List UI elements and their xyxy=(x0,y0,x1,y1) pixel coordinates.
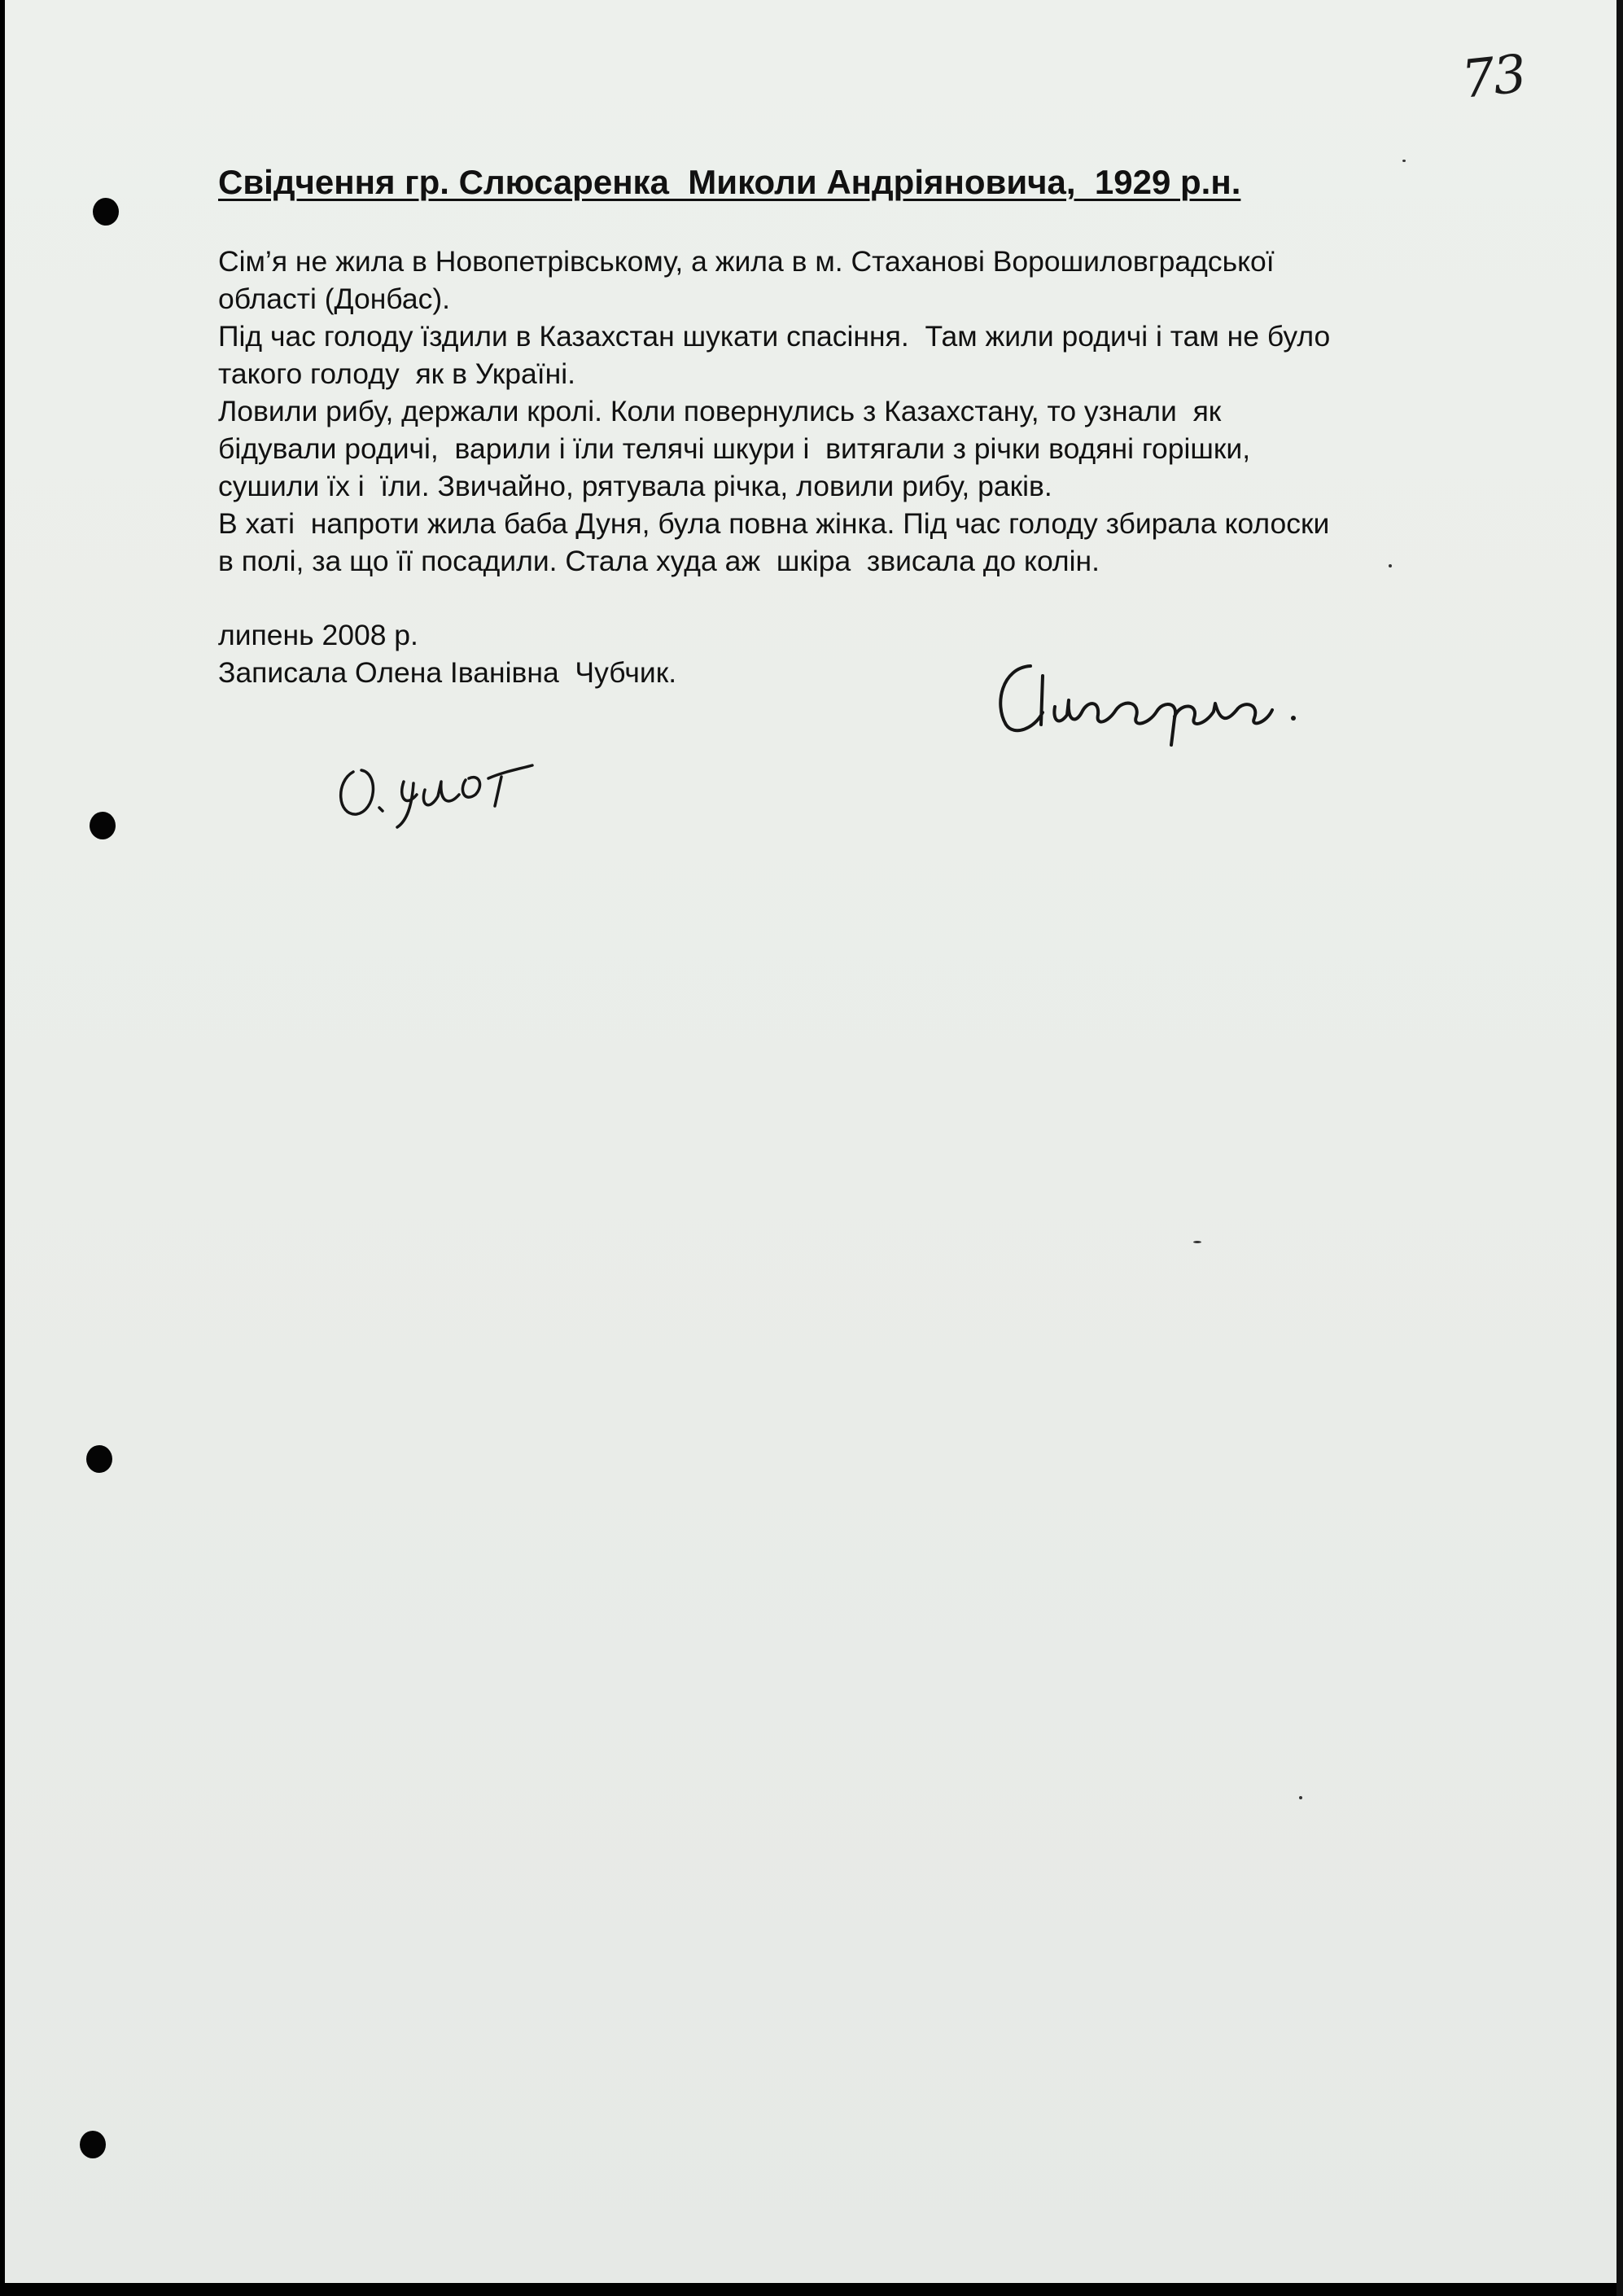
body-line: В хаті напроти жила баба Дуня, була повна жінка. Під час голоду збирала колоски xyxy=(218,507,1330,540)
body-line: в полі, за що її посадили. Стала худа аж шкіра звисала до колін. xyxy=(218,545,1100,577)
body-line: сушили їх і їли. Звичайно, рятувала річка, ловили рибу, раків. xyxy=(218,470,1052,502)
binder-hole xyxy=(86,1445,112,1473)
scan-edge xyxy=(1616,0,1623,2296)
recorder-signature xyxy=(329,749,549,830)
record-date: липень 2008 р. xyxy=(218,619,418,651)
interviewee-signature xyxy=(986,643,1360,749)
page-title: Свідчення гр. Слюсаренка Миколи Андріяновича, 1929 р.н. xyxy=(218,163,1241,201)
body-line: бідували родичі, варили і їли телячі шкури і витягали з річки водяні горішки, xyxy=(218,432,1251,465)
body-line: такого голоду як в Україні. xyxy=(218,357,575,390)
paper-speck xyxy=(1402,160,1406,162)
body-line: Ловили рибу, держали кролі. Коли повернулись з Казахстану, то узнали як xyxy=(218,395,1222,427)
binder-hole xyxy=(80,2131,106,2158)
binder-hole xyxy=(93,198,119,226)
paper-speck xyxy=(1299,1796,1302,1799)
page-number: 73 xyxy=(1459,44,1529,111)
paper-speck xyxy=(1193,1241,1201,1243)
body-line: Сім’я не жила в Новопетрівському, а жила в м. Стаханові Ворошиловградської xyxy=(218,245,1275,278)
binder-hole xyxy=(90,812,116,839)
testimony-body xyxy=(218,243,1488,580)
document-page xyxy=(5,0,1616,2283)
body-line: Під час голоду їздили в Казахстан шукати спасіння. Там жили родичі і там не було xyxy=(218,320,1331,353)
recorded-by: Записала Олена Іванівна Чубчик. xyxy=(218,656,677,689)
body-line: області (Донбас). xyxy=(218,283,451,315)
